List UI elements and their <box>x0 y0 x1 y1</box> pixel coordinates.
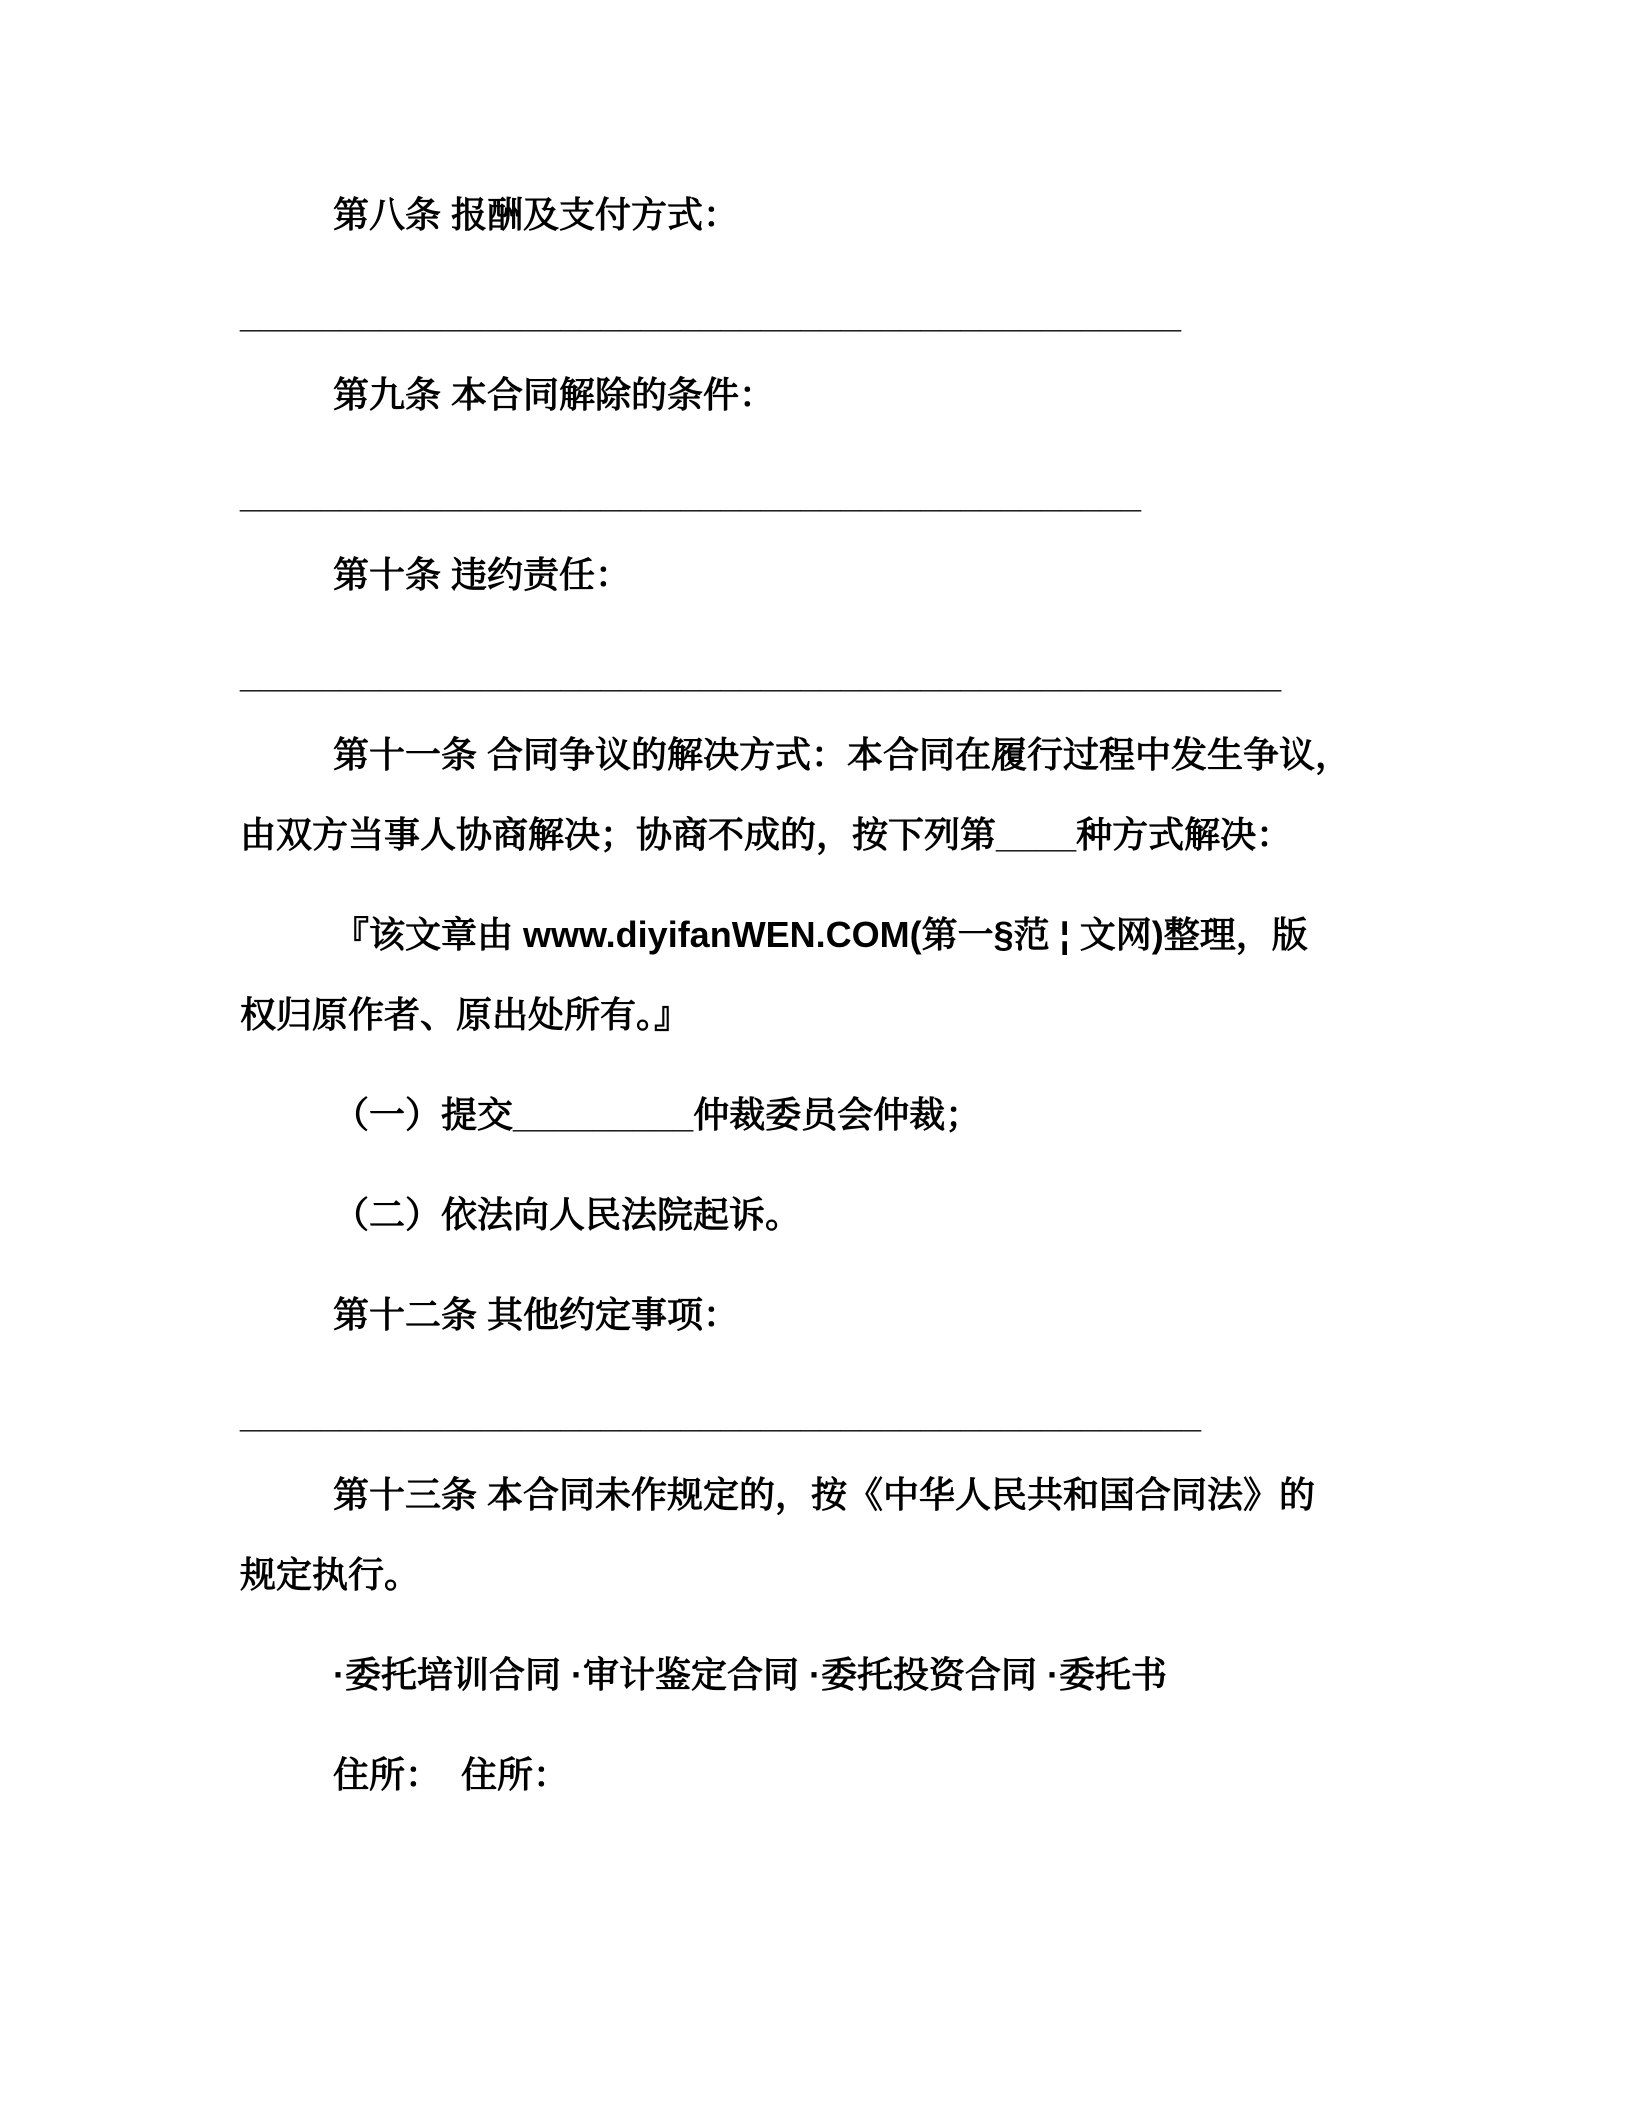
article-10-heading: 第十条 违约责任： <box>333 554 632 595</box>
blank-fill-line-3: ____________________________________________________ <box>240 654 1282 695</box>
article-8-heading: 第八条 报酬及支付方式： <box>333 194 740 235</box>
article-11-text-line-1: 第十一条 合同争议的解决方式：本合同在履行过程中发生争议， <box>333 734 1352 775</box>
litigation-option-item: （二）依法向人民法院起诉。 <box>333 1194 802 1235</box>
related-contracts-list: ·委托培训合同 ·审计鉴定合同 ·委托投资合同 ·委托书 <box>333 1654 1167 1695</box>
arbitration-option-item: （一）提交_________仲裁委员会仲裁； <box>333 1094 982 1135</box>
blank-fill-line-4: ________________________________________________ <box>240 1394 1202 1435</box>
blank-fill-line-2: _____________________________________________ <box>240 474 1141 515</box>
article-11-text-line-2: 由双方当事人协商解决；协商不成的，按下列第____种方式解决： <box>240 814 1293 855</box>
source-notice-line-2: 权归原作者、原出处所有。』 <box>240 994 691 1035</box>
article-12-heading: 第十二条 其他约定事项： <box>333 1294 740 1335</box>
address-labels: 住所： 住所： <box>333 1754 570 1795</box>
article-13-text-line-1: 第十三条 本合同未作规定的，按《中华人民共和国合同法》的 <box>333 1474 1316 1515</box>
blank-fill-line-1: _______________________________________________ <box>240 294 1182 335</box>
article-9-heading: 第九条 本合同解除的条件： <box>333 374 776 415</box>
source-notice-line-1: 『该文章由 www.diyifanWEN.COM(第一§范 ¦ 文网)整理，版 <box>333 914 1308 955</box>
article-13-text-line-2: 规定执行。 <box>240 1554 421 1595</box>
